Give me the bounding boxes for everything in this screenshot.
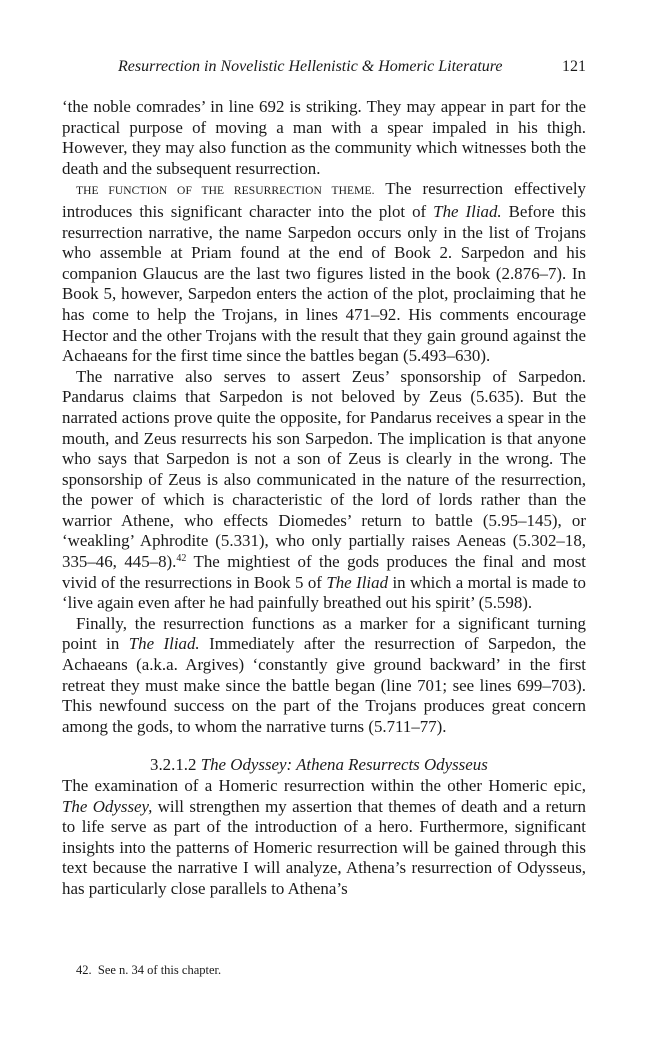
paragraph-5-text-b: will strengthen my assertion that themes of death and a return to life serve as part of the introduction of a hero. Furthermore, significant insights into the patterns of Homeric resurrection will be gained through this text because the narrative I will analyze, Athena’s resurrection of Odysseus, has particularly close parallels to Athena’s xyxy=(62,796,586,898)
running-title: Resurrection in Novelistic Hellenistic & Homeric Literature xyxy=(118,58,503,75)
paragraph-4-text-b: Immediately after the resurrection of Sarpedon, the Achaeans (a.k.a. Argives) ‘constantly give ground backward’ in the first retreat they must make since the battle began (line 701; see lines 699–703). This newfound success on the part of the Trojans produces great concern among the gods, to whom the narrative turns (5.711–77). xyxy=(62,634,586,736)
subsection-heading: THE FUNCTION OF THE RESURRECTION THEME. xyxy=(76,185,375,198)
section-title: The Odyssey: Athena Resurrects Odysseus xyxy=(200,755,488,775)
section-heading xyxy=(62,755,586,776)
footnote xyxy=(76,962,221,978)
page-body xyxy=(62,58,586,977)
paragraph-3-text-a: The narrative also serves to assert Zeus’ sponsorship of Sarpedon. Pandarus claims that Sarpedon is not beloved by Zeus (5.635). But the narrated actions prove quite the opposite, for Pandarus receives a spear in the mouth, and Zeus resurrects his son Sarpedon. The implication is that anyone who says that Sarpedon is not a son of Zeus is clearly in the wrong. The sponsorship of Zeus is also communicated in the nature of the resurrection, the power of which is characteristic of the lord of lords rather than the warrior Athene, who effects Diomedes’ return to battle (5.95–145), or ‘weakling’ Aphrodite (5.331), who only partially raises Aeneas (5.302–18, 335–46, 445–8). xyxy=(62,366,586,572)
work-title: The Odyssey, xyxy=(62,796,153,816)
work-title: The Iliad. xyxy=(128,634,200,654)
footnote-ref: 42 xyxy=(176,553,187,565)
paragraph-4-text-a: Finally, the resurrection functions as a marker for a significant turning point in xyxy=(62,613,586,654)
page-number: 121 xyxy=(562,58,586,75)
section-number: 3.2.1.2 xyxy=(150,755,197,775)
running-head xyxy=(62,58,586,82)
paragraph-3-text-b: The mightiest of the gods produces the final and most vivid of the resurrections in Book 5 of xyxy=(62,552,586,592)
paragraph-2 xyxy=(62,179,586,366)
paragraph-4 xyxy=(62,614,586,738)
paragraph-3 xyxy=(62,367,586,614)
work-title: The Iliad. xyxy=(433,201,502,221)
footnote-text: See n. 34 of this chapter. xyxy=(97,963,222,977)
paragraph-1: ‘the noble comrades’ in line 692 is striking. They may appear in part for the practical purpose of moving a man with a spear impaled in his thigh. However, they may also function as the community which witnesses both the death and the subsequent resurrection. xyxy=(62,97,586,178)
paragraph-2-text-b: Before this resurrection narrative, the name Sarpedon occurs only in the list of Trojans who assemble at Priam found at the end of Book 2. Sarpedon and his companion Glaucus are the last two figures listed in the book (2.876–7). In Book 5, however, Sarpedon enters the action of the plot, proclaiming that he has come to help the Trojans, in lines 471–92. His comments encourage Hector and the other Trojans with the result that they gain ground against the Achaeans for the first time since the battles began (5.493–630). xyxy=(62,201,586,366)
work-title: The Iliad xyxy=(326,572,389,592)
paragraph-3-text-c: in which a mortal is made to ‘live again even after he had painfully breathed out his spirit’ (5.598). xyxy=(62,572,586,613)
paragraph-2-text-a: The resurrection effectively introduces this significant character into the plot of xyxy=(62,179,586,221)
paragraph-5 xyxy=(62,776,586,900)
paragraph-5-text-a: The examination of a Homeric resurrection within the other Homeric epic, xyxy=(62,776,586,795)
footnote-number: 42. xyxy=(76,963,92,977)
